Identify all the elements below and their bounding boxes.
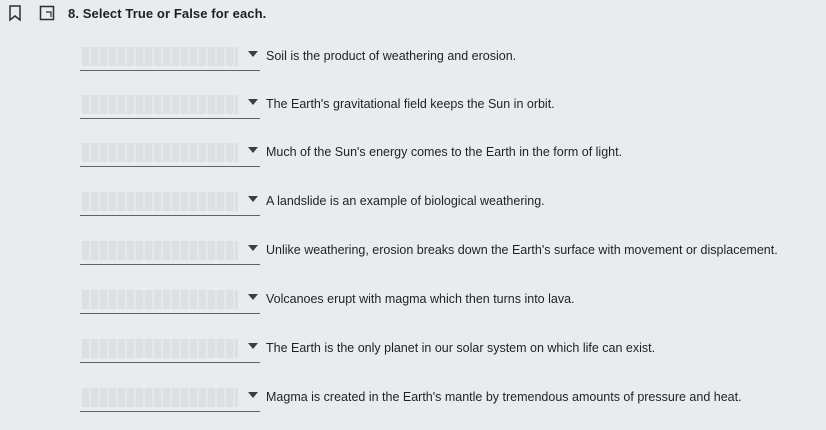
- list-item: [80, 189, 820, 219]
- question-title: 8. Select True or False for each.: [68, 5, 267, 21]
- true-false-dropdown[interactable]: [80, 189, 260, 216]
- statement-text: A landslide is an example of biological weathering.: [266, 194, 545, 208]
- bookmark-icon[interactable]: [6, 4, 24, 22]
- statement-text: Magma is created in the Earth's mantle by tremendous amounts of pressure and heat.: [266, 390, 742, 404]
- chevron-down-icon[interactable]: [248, 294, 258, 301]
- true-false-dropdown[interactable]: [80, 287, 260, 314]
- question-header: [6, 3, 266, 23]
- statement-text: The Earth is the only planet in our solar system on which life can exist.: [266, 341, 656, 355]
- list-item: [80, 287, 820, 317]
- true-false-dropdown[interactable]: [80, 385, 260, 412]
- statement-text: Unlike weathering, erosion breaks down the Earth's surface with movement or displacement.: [266, 243, 778, 257]
- statement-text: The Earth's gravitational field keeps the Sun in orbit.: [266, 97, 555, 111]
- chevron-down-icon[interactable]: [248, 392, 258, 399]
- list-item: [80, 336, 820, 366]
- chevron-down-icon[interactable]: [248, 245, 258, 252]
- chevron-down-icon[interactable]: [248, 343, 258, 350]
- chevron-down-icon[interactable]: [248, 51, 258, 58]
- true-false-dropdown[interactable]: [80, 336, 260, 363]
- true-false-dropdown[interactable]: [80, 238, 260, 265]
- list-item: [80, 238, 820, 268]
- list-item: [80, 44, 820, 74]
- list-item: [80, 92, 820, 122]
- chevron-down-icon[interactable]: [248, 196, 258, 203]
- true-false-dropdown[interactable]: [80, 140, 260, 167]
- true-false-dropdown[interactable]: [80, 92, 260, 119]
- flag-icon[interactable]: [38, 4, 56, 22]
- list-item: [80, 140, 820, 170]
- list-item: [80, 385, 820, 415]
- chevron-down-icon[interactable]: [248, 99, 258, 106]
- statement-text: Volcanoes erupt with magma which then turns into lava.: [266, 292, 575, 306]
- true-false-dropdown[interactable]: [80, 44, 260, 71]
- statement-text: Soil is the product of weathering and erosion.: [266, 49, 517, 63]
- chevron-down-icon[interactable]: [248, 147, 258, 154]
- statement-text: Much of the Sun's energy comes to the Earth in the form of light.: [266, 145, 623, 159]
